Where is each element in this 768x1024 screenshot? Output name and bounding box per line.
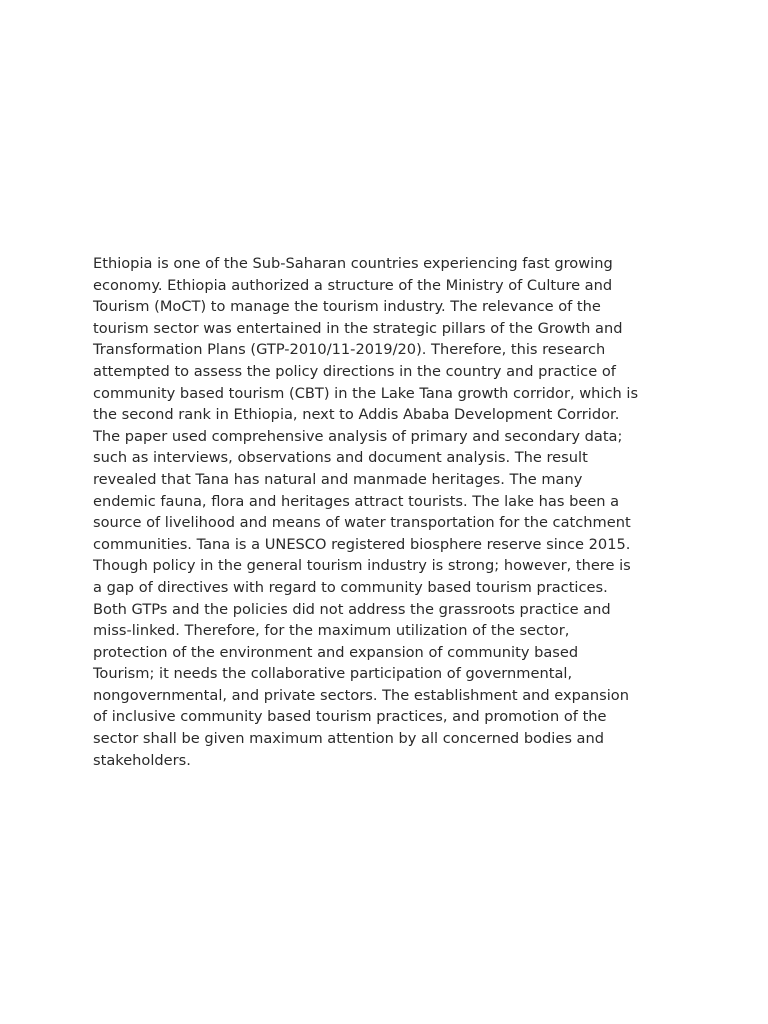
text-line: Though policy in the general tourism industry is strong; however, there is — [93, 557, 631, 575]
text-line: source of livelihood and means of water transportation for the catchment — [93, 514, 631, 532]
abstract-paragraph — [93, 253, 693, 771]
text-line: Both GTPs and the policies did not address the grassroots practice and — [93, 600, 611, 618]
text-line: The paper used comprehensive analysis of primary and secondary data; — [93, 427, 623, 445]
text-line: the second rank in Ethiopia, next to Addis Ababa Development Corridor. — [93, 406, 620, 424]
text-line: endemic fauna, flora and heritages attract tourists. The lake has been a — [93, 492, 620, 510]
text-line: tourism sector was entertained in the strategic pillars of the Growth and — [93, 319, 623, 337]
text-line: community based tourism (CBT) in the Lake Tana growth corridor, which is — [93, 384, 639, 402]
text-line: attempted to assess the policy directions in the country and practice of — [93, 362, 616, 380]
text-line: Transformation Plans (GTP-2010/11-2019/20). Therefore, this research — [93, 341, 606, 359]
text-line: communities. Tana is a UNESCO registered biosphere reserve since 2015. — [93, 535, 631, 553]
text-line: miss-linked. Therefore, for the maximum utilization of the sector, — [93, 622, 570, 640]
text-line: such as interviews, observations and document analysis. The result — [93, 449, 588, 467]
text-line: of inclusive community based tourism practices, and promotion of the — [93, 708, 607, 726]
text-line: revealed that Tana has natural and manmade heritages. The many — [93, 470, 583, 488]
text-line: sector shall be given maximum attention by all concerned bodies and — [93, 730, 605, 748]
text-line: Tourism (MoCT) to manage the tourism industry. The relevance of the — [93, 298, 601, 316]
text-line: nongovernmental, and private sectors. The establishment and expansion — [93, 686, 629, 704]
text-line: economy. Ethiopia authorized a structure of the Ministry of Culture and — [93, 276, 613, 294]
text-line: Tourism; it needs the collaborative participation of governmental, — [93, 665, 573, 683]
text-line: protection of the environment and expansion of community based — [93, 643, 579, 661]
text-line: stakeholders. — [93, 751, 191, 769]
text-line: Ethiopia is one of the Sub-Saharan countries experiencing fast growing — [93, 255, 613, 272]
text-line: a gap of directives with regard to community based tourism practices. — [93, 578, 608, 596]
